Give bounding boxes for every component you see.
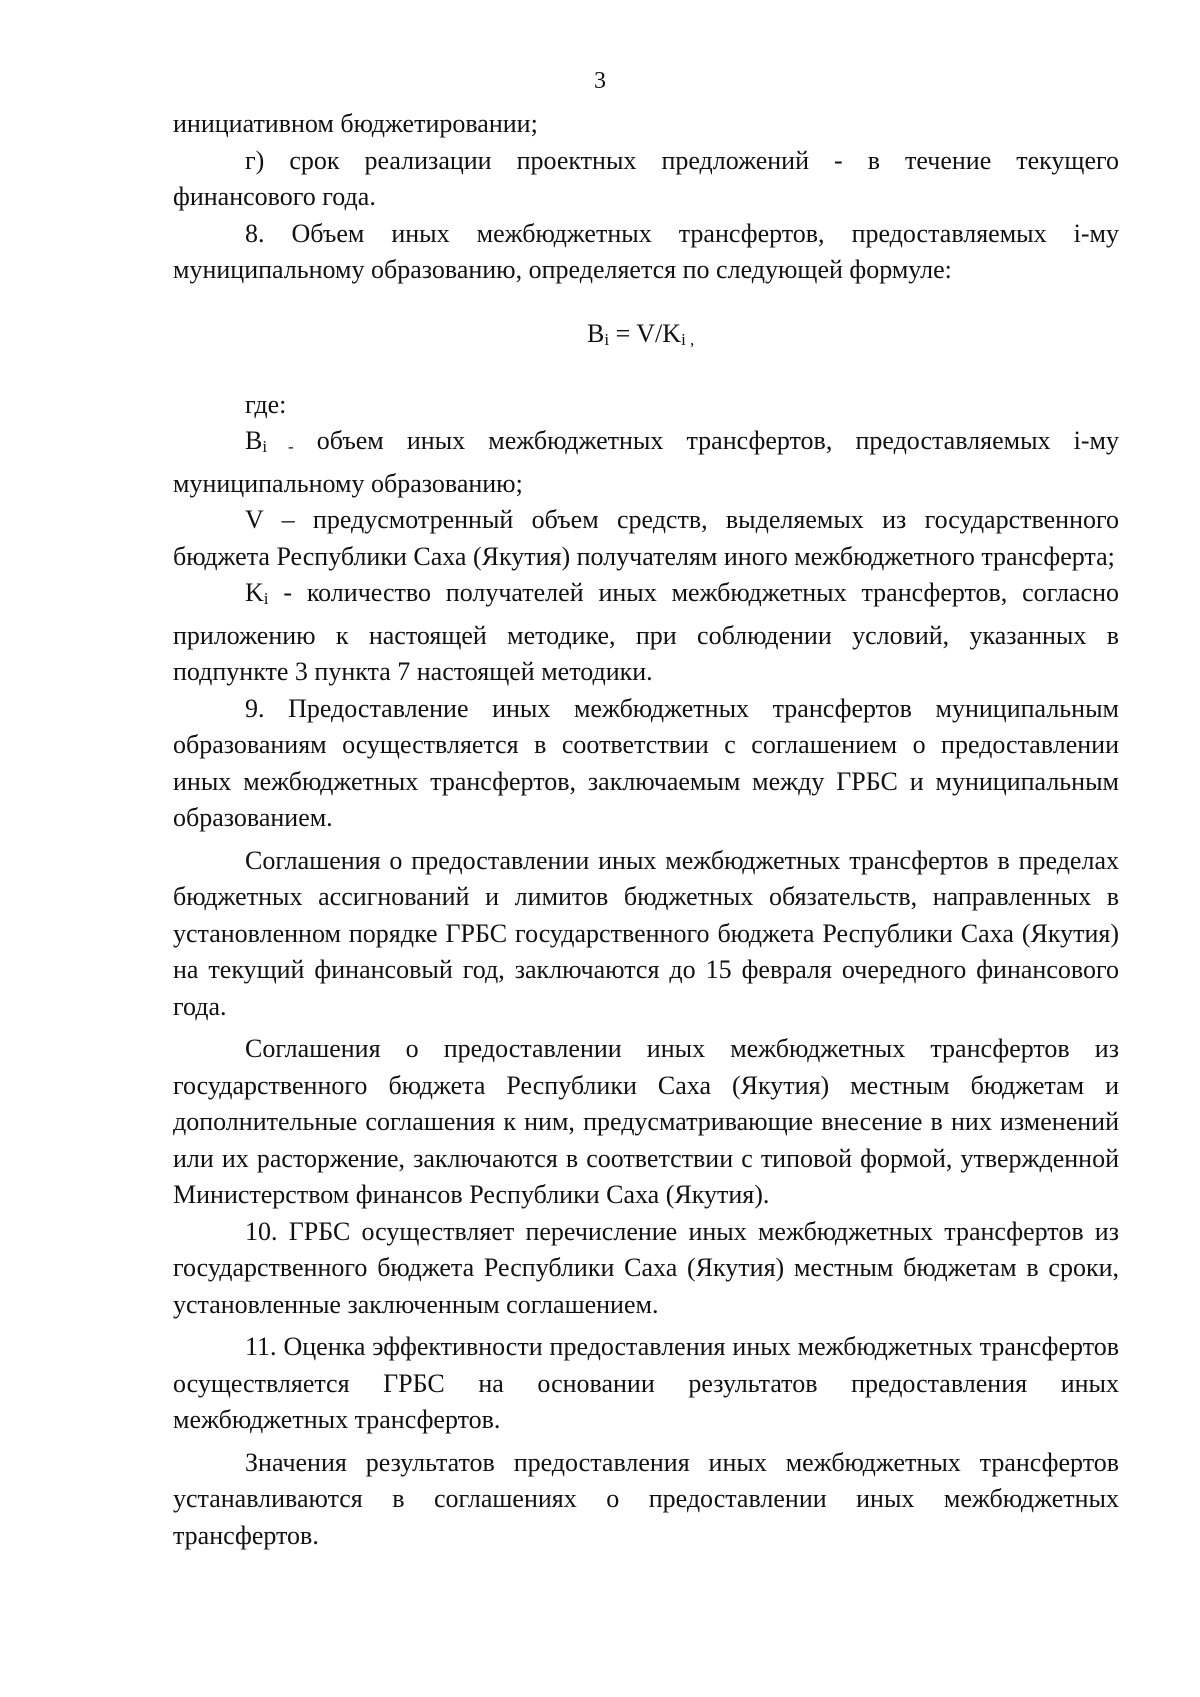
paragraph-9: 9. Предоставление иных межбюджетных трансфертов муниципальным образованиям осуществляется в соответствии с соглашением о предоставлении иных межбюджетных трансфертов, заключаемым между ГРБС и муниципальным образованием. [173,693,1119,832]
paragraph-9-agreements-deadline: Соглашения о предоставлении иных межбюджетных трансфертов в пределах бюджетных ассигнований и лимитов бюджетных обязательств, направленных в установленном порядке ГРБС государственного бюджета Республики Саха (Якутия) на текущий финансовый год, заключаются до 15 февраля очередного финансового года. [173,845,1119,1021]
paragraph-11-results: Значения результатов предоставления иных межбюджетных трансфертов устанавливаются в соглашениях о предоставлении иных межбюджетных трансфертов. [173,1447,1119,1550]
definition-k-text: - количество получателей иных межбюджетных трансфертов, согласно приложению к настоящей методике, при соблюдении условий, указанных в подпункте 3 пункта 7 настоящей методики. [173,578,1119,686]
definition-b-subscript: i - [262,437,294,456]
definition-b [173,423,1119,502]
formula [173,316,1119,358]
definition-k [173,575,1119,691]
paragraph-10: 10. ГРБС осуществляет перечисление иных межбюджетных трансфертов из государственного бюджета Республики Саха (Якутия) местным бюджетам в сроки, установленные заключенным соглашением. [173,1216,1119,1319]
definition-k-subscript: i [263,589,269,608]
paragraph-9-agreements-form: Соглашения о предоставлении иных межбюджетных трансфертов из государственного бюджета Республики Саха (Якутия) местным бюджетам и дополнительные соглашения к ним, предусматривающие внесение в них изменений или их расторжение, заключаются в соответствии с типовой формой, утвержденной Министерством финансов Республики Саха (Якутия). [173,1034,1119,1209]
where-label: где: [245,389,287,419]
definition-v: V – предусмотренный объем средств, выделяемых из государственного бюджета Республики Саха (Якутия) получателям иного межбюджетного трансферта; [173,505,1119,571]
formula-rhs-subscript: i , [681,329,695,349]
formula-lhs-subscript: i [604,329,610,349]
definition-k-symbol: K [245,578,264,607]
definition-b-text: объем иных межбюджетных трансфертов, предоставляемых i-му муниципальному образованию; [173,426,1119,498]
paragraph-continuation: инициативном бюджетировании; [173,109,538,138]
page-number: 3 [594,68,606,94]
definition-b-symbol: B [245,426,263,455]
paragraph-8: 8. Объем иных межбюджетных трансфертов, предоставляемых i-му муниципальному образованию, определяется по следующей формуле: [173,218,1119,284]
list-item-g: г) срок реализации проектных предложений - в течение текущего финансового года. [173,145,1119,211]
paragraph-11: 11. Оценка эффективности предоставления иных межбюджетных трансфертов осуществляется ГРБС на основании результатов предоставления иных межбюджетных трансфертов. [173,1332,1119,1434]
formula-rhs: = V/K [609,318,682,348]
formula-lhs: B [587,318,605,348]
document-body [173,106,1119,1554]
